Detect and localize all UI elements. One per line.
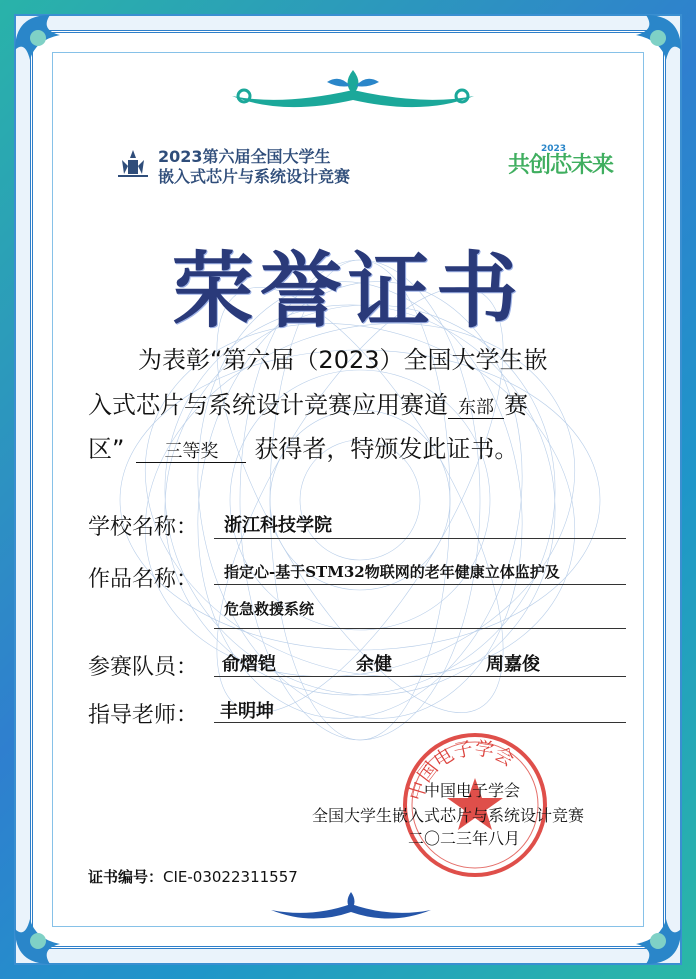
team-label: 参赛队员：: [88, 655, 199, 680]
citation-text-2b: 赛: [504, 391, 528, 419]
certificate-title: 荣誉证书: [171, 243, 524, 339]
competition-logo-line2: 嵌入式芯片与系统设计竞赛: [158, 167, 351, 186]
slogan-year: 2023: [541, 144, 567, 154]
slogan-text: 共创芯未来: [508, 153, 614, 178]
advisor-underline: [214, 722, 626, 723]
advisor-value: 丰明坤: [220, 701, 274, 722]
citation-text-2: 入式芯片与系统设计竞赛应用赛道: [88, 391, 448, 419]
issue-date: 二〇二三年八月: [408, 829, 521, 848]
chip-emblem-icon: [116, 148, 150, 178]
certificate-number-value: CIE-03022311557: [163, 868, 298, 886]
citation-text-1: 为表彰“第六届（2023）全国大学生嵌: [138, 346, 548, 374]
school-value: 浙江科技学院: [224, 515, 332, 536]
issuer-competition: 全国大学生嵌入式芯片与系统设计竞赛: [312, 806, 585, 825]
region-fill: 东部: [448, 398, 504, 419]
work-label: 作品名称：: [88, 567, 199, 592]
work-underline-1: [214, 584, 626, 585]
corner-ornament-bottom-right: [616, 899, 686, 969]
seal-text: 中国电子学会: [405, 737, 518, 804]
corner-ornament-top-left: [10, 10, 80, 80]
team-member-3: 周嘉俊: [486, 654, 540, 675]
corner-ornament-bottom-left: [10, 899, 80, 969]
team-underline: [214, 676, 626, 677]
citation-line-2: [88, 383, 648, 428]
corner-ornament-top-right: [616, 10, 686, 80]
slogan-logo: [508, 146, 618, 182]
top-ornament: [222, 66, 484, 114]
work-underline-2: [214, 628, 626, 629]
team-member-1: 俞熠铠: [222, 654, 276, 675]
citation-text-3b: 获得者，特颁发此证书。: [254, 435, 519, 463]
work-value-line2: 危急救援系统: [224, 600, 315, 618]
team-member-2: 余健: [356, 654, 392, 675]
bottom-ornament: [266, 890, 436, 928]
certificate-number-label: 证书编号：: [88, 868, 164, 886]
work-value-line1: 指定心-基于STM32物联网的老年健康立体监护及: [224, 563, 560, 581]
citation-text-3a: 区”: [88, 435, 125, 463]
issuer-org: 中国电子学会: [424, 781, 521, 800]
citation-line-3: [88, 427, 648, 472]
advisor-label: 指导老师：: [88, 703, 199, 728]
school-label: 学校名称：: [88, 515, 199, 540]
competition-logo-line1: 2023第六届全国大学生: [158, 147, 331, 166]
competition-logo: [116, 142, 366, 186]
award-fill: 三等奖: [136, 442, 246, 463]
certificate-number: [88, 866, 298, 887]
citation-line-1: [88, 338, 648, 383]
school-underline: [214, 538, 626, 539]
